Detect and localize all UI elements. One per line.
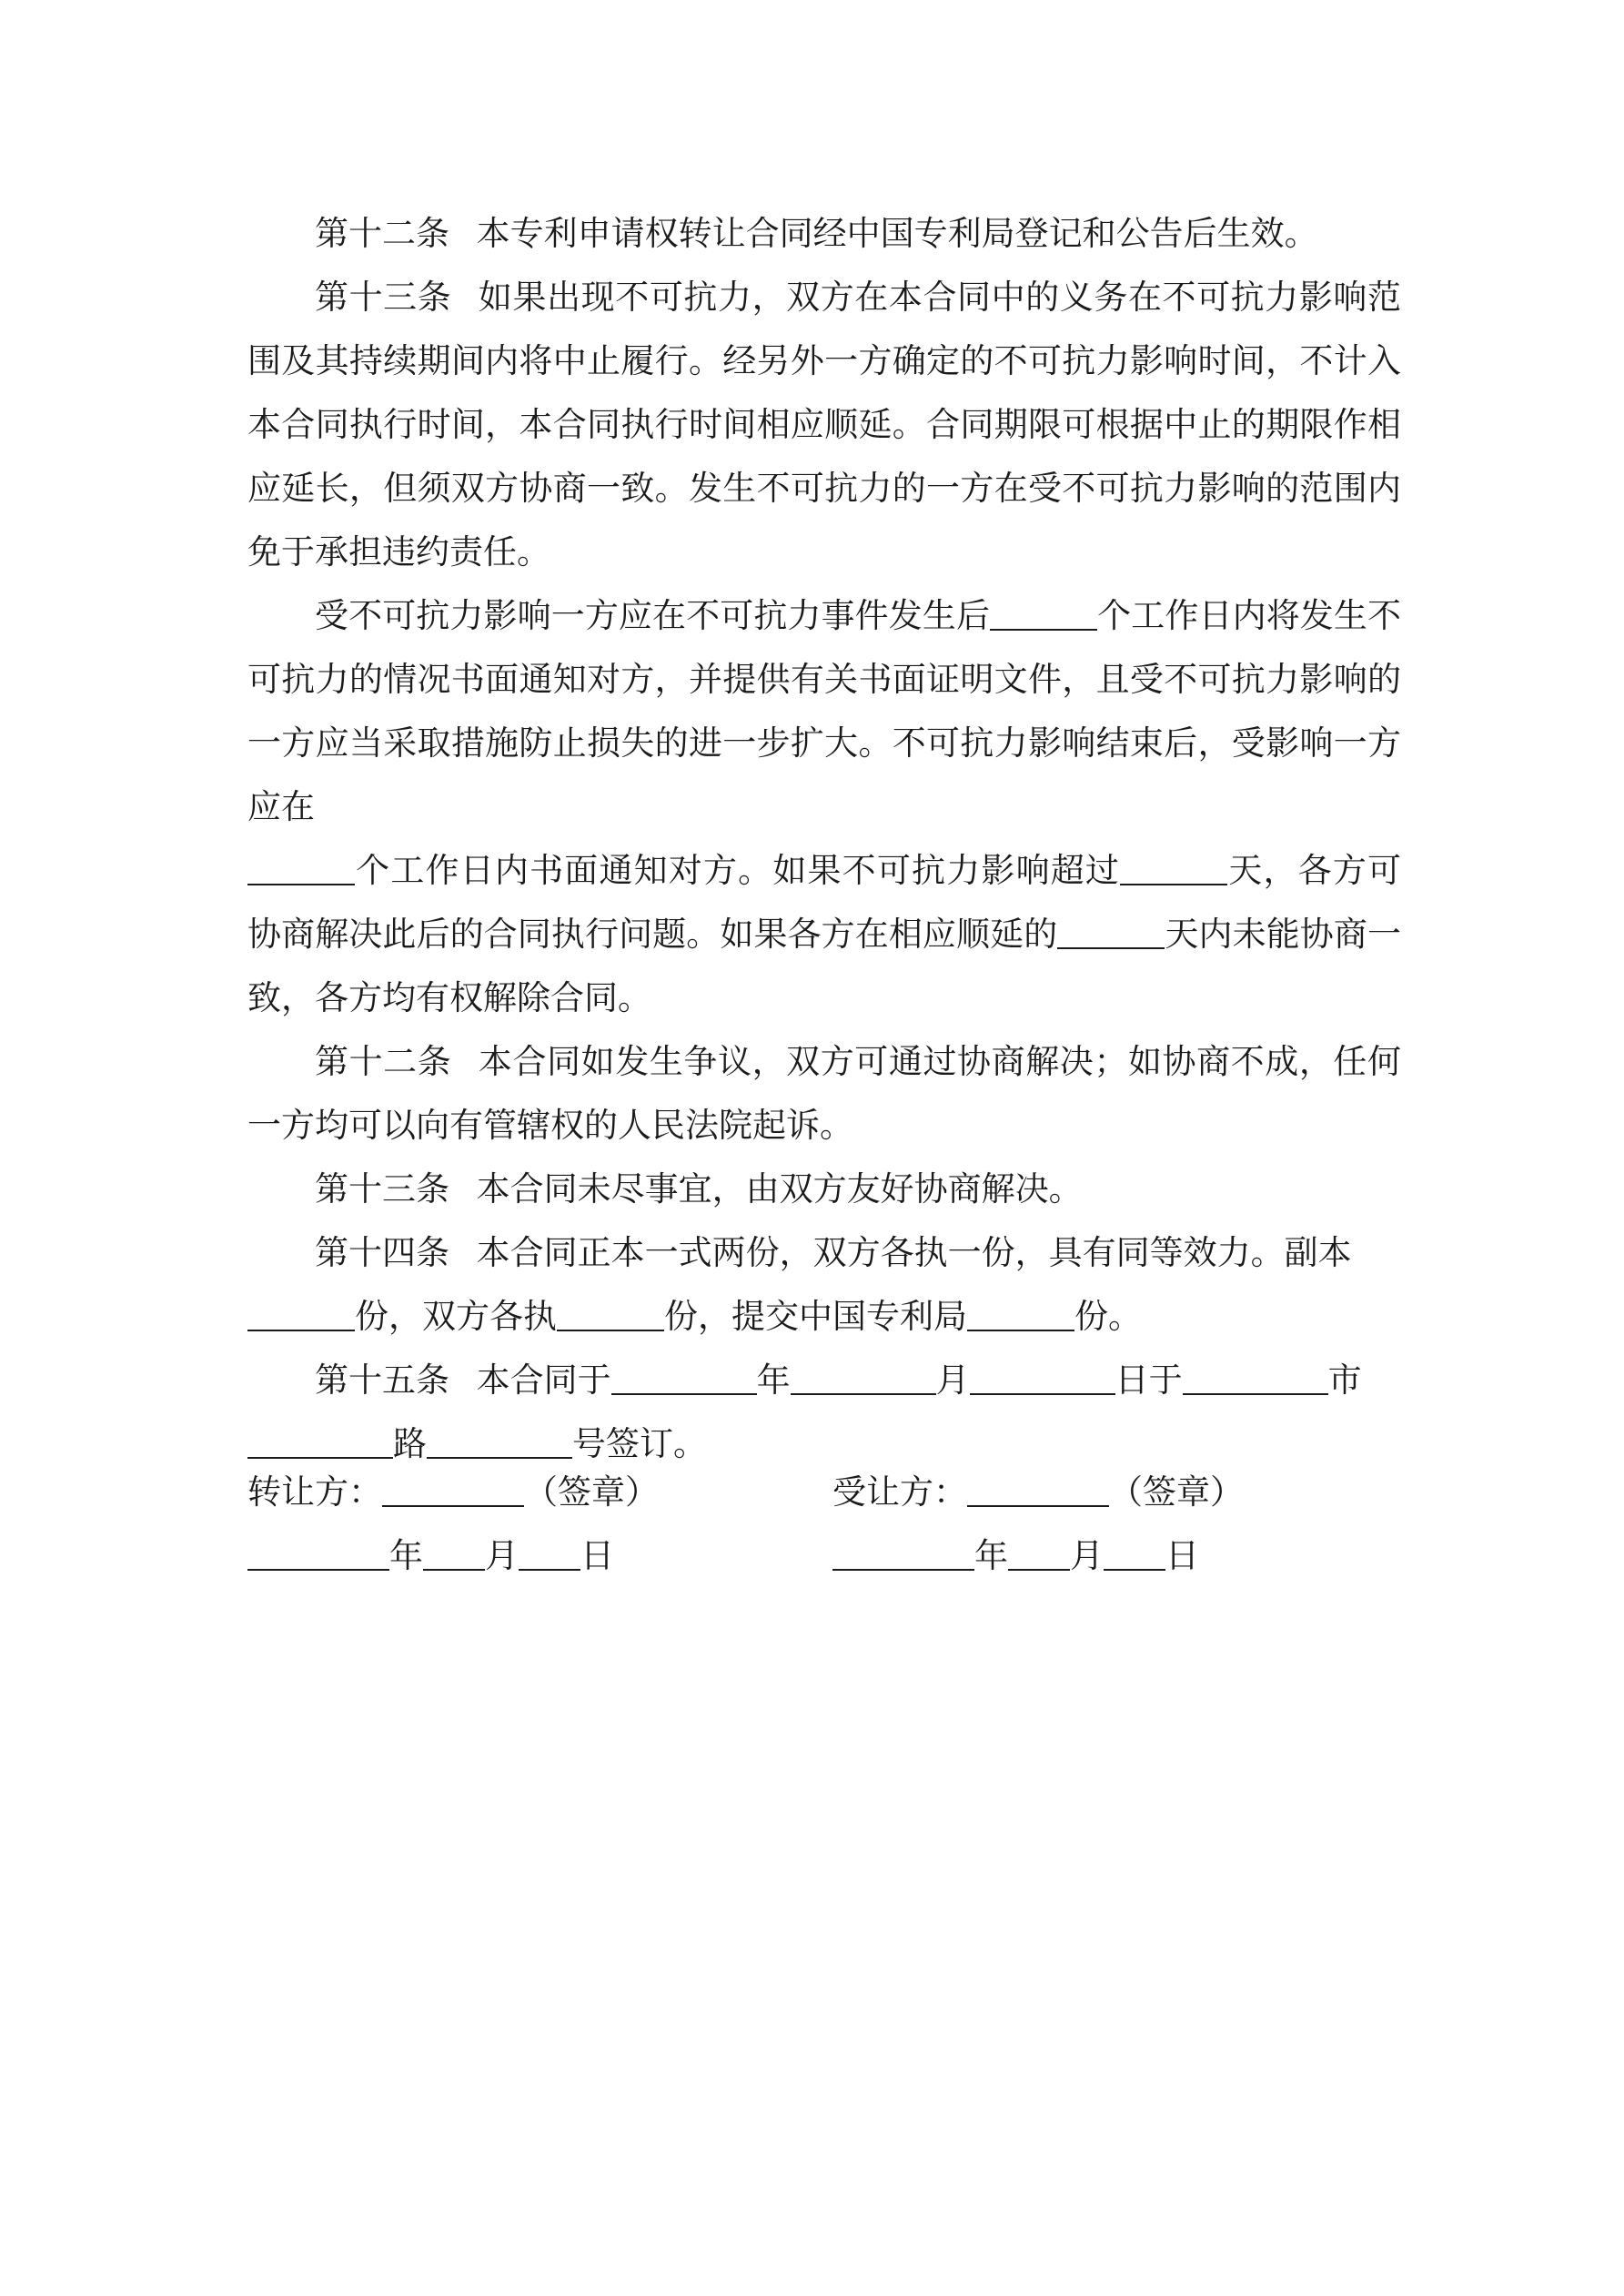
blank-field: [247, 1423, 393, 1459]
text-segment: 受不可抗力影响一方应在不可抗力事件发生后: [315, 596, 991, 635]
transferor-signature: [247, 1461, 659, 1588]
blank-field: [1120, 850, 1227, 885]
blank-field: [967, 1296, 1074, 1331]
blank-field: [557, 1296, 664, 1331]
article-number: 第十五条: [315, 1360, 449, 1400]
text-segment: 号签订。: [572, 1424, 707, 1463]
blank-field: [1057, 914, 1165, 949]
text-segment: 年: [756, 1360, 791, 1400]
article-number: 第十四条: [315, 1233, 449, 1272]
month-label: 月: [1070, 1536, 1104, 1575]
article-number: 第十二条: [315, 214, 449, 253]
text-segment: 路: [393, 1424, 427, 1463]
article-text: 本专利申请权转让合同经中国专利局登记和公告后生效。: [476, 214, 1318, 253]
text-segment: 市: [1327, 1360, 1362, 1400]
blank-field: [247, 1535, 389, 1571]
signature-line: [247, 1461, 659, 1524]
transferee-label: 受让方：: [832, 1472, 967, 1512]
blank-field: [519, 1535, 580, 1571]
blank-field: [990, 595, 1097, 631]
day-label: 日: [1165, 1536, 1199, 1575]
transferee-signature: [832, 1461, 1244, 1588]
article-text: 本合同未尽事宜，由双方友好协商解决。: [476, 1169, 1083, 1209]
text-segment: 月: [935, 1360, 970, 1400]
blank-field: [1183, 1360, 1328, 1395]
blank-field: [423, 1535, 485, 1571]
text-segment: 日于: [1115, 1360, 1183, 1400]
text-segment: 天，各方可协商解决此后的合同执行问题。如果各方在相应顺延的: [247, 851, 1402, 954]
text-segment: 个工作日内书面通知对方。如果不可抗力影响超过: [355, 851, 1121, 890]
article-text: 如果出现不可抗力，双方在本合同中的义务在不可抗力影响范围及其持续期间内将中止履行。经另外一方确定的不可抗力影响时间，不计入本合同执行时间，本合同执行时间相应顺延。合同期限可根据中止的期限作相应延长，但须双方协商一致。发生不可抗力的一方在受不可抗力影响的范围内免于承担违约责任。: [247, 278, 1402, 571]
article-number: 第十三条: [315, 1169, 449, 1209]
blank-field: [832, 1535, 974, 1571]
blank-field: [791, 1360, 936, 1395]
year-label: 年: [389, 1536, 423, 1575]
force-majeure-notice: [247, 584, 1401, 1030]
blank-field: [1104, 1535, 1165, 1571]
contract-body: [247, 202, 1401, 1476]
article-12-dispute: [247, 1030, 1401, 1158]
blank-field: [247, 850, 355, 885]
blank-field: [382, 1472, 524, 1507]
blank-field: [611, 1360, 757, 1395]
blank-field: [427, 1423, 572, 1459]
signature-line: [832, 1461, 1244, 1524]
article-number: 第十二条: [315, 1042, 452, 1081]
text-segment: 本合同于: [476, 1360, 611, 1400]
article-14-copies: [247, 1221, 1401, 1349]
article-text: 本合同如发生争议，双方可通过协商解决；如协商不成，任何一方均可以向有管辖权的人民法院起诉。: [247, 1042, 1402, 1145]
transferor-label: 转让方：: [247, 1472, 382, 1512]
text-segment: 份。: [1074, 1297, 1142, 1336]
text-segment: 份，提交中国专利局: [664, 1297, 967, 1336]
blank-field: [967, 1472, 1109, 1507]
blank-field: [970, 1360, 1115, 1395]
year-label: 年: [974, 1536, 1008, 1575]
date-line: [832, 1524, 1244, 1588]
article-13-force-majeure: [247, 266, 1401, 584]
blank-field: [247, 1296, 355, 1331]
text-segment: 天内未能协商一致，各方均有权解除合同。: [247, 915, 1402, 1017]
text-segment: 本合同正本一式两份，双方各执一份，具有同等效力。副本: [476, 1233, 1352, 1272]
day-label: 日: [580, 1536, 614, 1575]
article-13-unsettled-matters: [247, 1158, 1401, 1221]
month-label: 月: [485, 1536, 519, 1575]
text-segment: 份，双方各执: [355, 1297, 557, 1336]
seal-label: （签章）: [524, 1472, 659, 1512]
article-number: 第十三条: [315, 278, 452, 317]
seal-label: （签章）: [1109, 1472, 1244, 1512]
article-15-signing: [247, 1349, 1401, 1476]
text-segment: 个工作日内将发生不可抗力的情况书面通知对方，并提供有关书面证明文件，且受不可抗力影响的一方应当采取措施防止损失的进一步扩大。不可抗力影响结束后，受影响一方应在: [247, 596, 1402, 826]
blank-field: [1008, 1535, 1070, 1571]
article-12-effectiveness: [247, 202, 1401, 266]
date-line: [247, 1524, 659, 1588]
